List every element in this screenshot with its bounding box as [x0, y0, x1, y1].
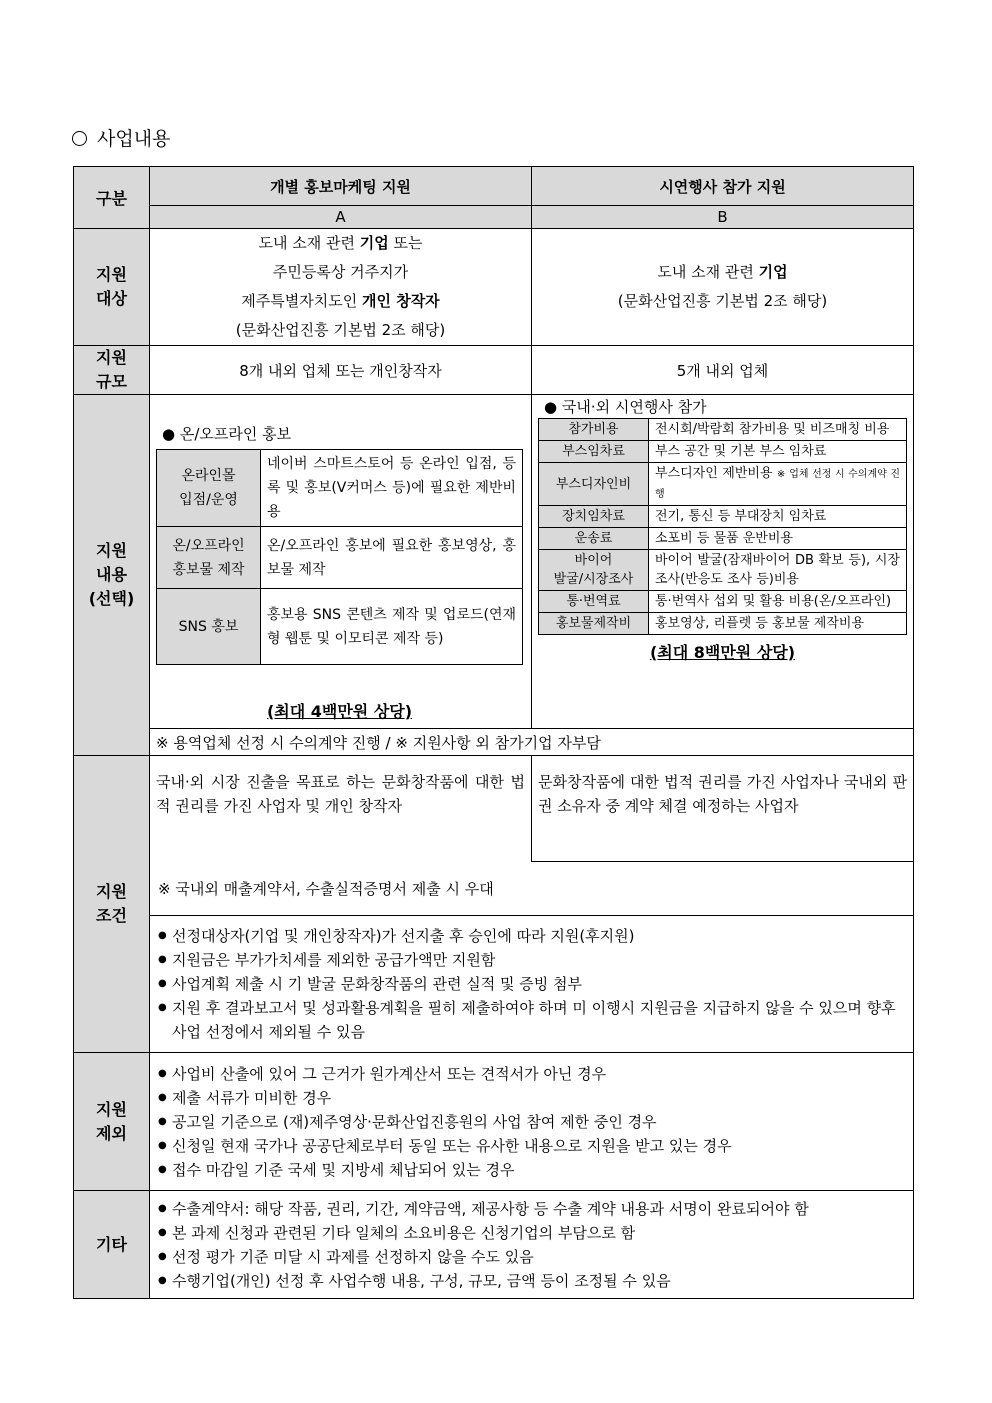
target-b-line2: (문화산업진흥 기본법 2조 해당) — [617, 292, 828, 310]
target-b-line1-bold: 기업 — [758, 263, 788, 281]
conditions-bullet-item: ● 선정대상자(기업 및 개인창작자)가 선지출 후 승인에 따라 지원(후지원) — [156, 924, 907, 948]
conditions-bullet-item: ● 지원 후 결과보고서 및 성과활용계획을 필히 제출하여야 하며 미 이행시 지원금을 지급하지 않을 수 있으며 향후 사업 선정에서 제외될 수 있음 — [156, 996, 907, 1044]
scale-label-text: 지원 규모 — [96, 348, 127, 391]
content-a — [150, 395, 532, 729]
content-b-row-key: 장치임차료 — [539, 506, 649, 528]
content-a-table — [156, 449, 523, 665]
conditions-bullet-list — [156, 924, 907, 1044]
header-col-a: 개별 홍보마케팅 지원 — [150, 167, 532, 206]
content-note: ※ 용역업체 선정 시 수의계약 진행 / ※ 지원사항 외 참가기업 자부담 — [150, 729, 914, 756]
content-b-row-key: 운송료 — [539, 528, 649, 550]
content-b-row-value-text: 부스 공간 및 기본 부스 임차료 — [655, 444, 827, 459]
content-b-row-value-text: 바이어 발굴(잠재바이어 DB 확보 등), 시장조사(반응도 조사 등)비용 — [655, 553, 900, 587]
content-b-table — [538, 418, 907, 635]
content-a-title: 온/오프라인 홍보 — [179, 425, 292, 443]
content-b-row-key: 부스디자인비 — [539, 463, 649, 506]
content-b-row-value-text: 부스디자인 제반비용 — [655, 466, 773, 481]
etc-bullet-item: ● 본 과제 신청과 관련된 기타 일체의 소요비용은 신청기업의 부담으로 함 — [156, 1221, 907, 1245]
conditions-bullet-item: ● 사업계획 제출 시 기 발굴 문화창작품의 관련 실적 및 증빙 첨부 — [156, 972, 907, 996]
content-a-row-value-text: 홍보용 SNS 콘텐츠 제작 및 업로드(연재형 웹툰 및 이모티콘 제작 등) — [267, 606, 516, 647]
content-b — [532, 395, 914, 729]
header-sub-b: B — [532, 206, 914, 229]
exclusion-bullet-item: ● 제출 서류가 미비한 경우 — [156, 1086, 907, 1110]
content-b-row-key: 부스임차료 — [539, 441, 649, 463]
content-b-row-value — [649, 419, 907, 441]
conditions-a: 국내·외 시장 진출을 목표로 하는 문화창작품에 대한 법적 권리를 가진 사업자 및 개인 창작자 — [150, 756, 532, 862]
content-b-row-value-text: 전기, 통신 등 부대장치 임차료 — [655, 509, 827, 524]
section-heading — [72, 124, 170, 151]
target-b-line1 — [532, 258, 913, 287]
header-category: 구분 — [74, 167, 150, 229]
content-b-row-value-text: 전시회/박람회 참가비용 및 비즈매칭 비용 — [655, 422, 890, 437]
target-a-line2: 주민등록상 거주지가 — [272, 263, 409, 281]
target-a-line4: (문화산업진흥 기본법 2조 해당) — [235, 321, 446, 339]
content-a-row-value — [261, 527, 523, 589]
content-a-row-value — [261, 450, 523, 527]
etc-bullets — [150, 1191, 914, 1299]
header-col-b: 시연행사 참가 지원 — [532, 167, 914, 206]
target-a-line1-bold: 기업 — [359, 234, 389, 252]
content-b-row-value — [649, 528, 907, 550]
target-a-line3-bold: 개인 창작자 — [362, 292, 440, 310]
target-a — [150, 229, 532, 346]
content-a-row-value — [261, 589, 523, 665]
content-b-row-value-text: 통·번역사 섭외 및 활용 비용(온/오프라인) — [655, 594, 892, 609]
content-b-row — [539, 528, 907, 550]
section-title: 사업내용 — [97, 128, 171, 150]
target-label-text: 지원 대상 — [96, 265, 127, 308]
content-b-row-value — [649, 441, 907, 463]
etc-bullet-list — [156, 1197, 907, 1293]
etc-bullet-item: ● 수출계약서: 해당 작품, 권리, 기간, 계약금액, 제공사항 등 수출 계약 내용과 서명이 완료되어야 함 — [156, 1197, 907, 1221]
scale-a: 8개 내외 업체 또는 개인창작자 — [150, 346, 532, 395]
conditions-bullets — [150, 916, 914, 1053]
content-b-row — [539, 506, 907, 528]
circle-bullet-icon — [72, 131, 87, 146]
content-b-cost: (최대 8백만원 상당) — [649, 643, 796, 662]
exclusion-bullets — [150, 1053, 914, 1191]
scale-b: 5개 내외 업체 — [532, 346, 914, 395]
exclusion-bullet-item: ● 사업비 산출에 있어 그 근거가 원가계산서 또는 견적서가 아닌 경우 — [156, 1062, 907, 1086]
exclusion-bullet-item: ● 신청일 현재 국가나 공공단체로부터 동일 또는 유사한 내용으로 지원을 받고 있는 경우 — [156, 1134, 907, 1158]
target-b-line1-pre: 도내 소재 관련 — [657, 263, 759, 281]
content-b-row-value — [649, 591, 907, 613]
content-b-row-key: 바이어 발굴/시장조사 — [539, 550, 649, 591]
content-b-row-value — [649, 550, 907, 591]
conditions-note: ※ 국내외 매출계약서, 수출실적증명서 제출 시 우대 — [150, 862, 914, 916]
content-b-title: 국내·외 시연행사 참가 — [561, 398, 707, 416]
content-a-row-key: 온/오프라인 홍보물 제작 — [157, 527, 261, 589]
content-b-row-value — [649, 506, 907, 528]
content-b-row — [539, 441, 907, 463]
content-b-row-value-text: 홍보영상, 리플렛 등 홍보물 제작비용 — [655, 616, 865, 631]
content-a-row-value-text: 온/오프라인 홍보에 필요한 홍보영상, 홍보물 제작 — [267, 537, 516, 578]
target-a-line3-pre: 제주특별자치도인 — [241, 292, 362, 310]
content-b-row-value-text: 소포비 등 물품 운반비용 — [655, 531, 793, 546]
content-b-row — [539, 463, 907, 506]
target-label — [74, 229, 150, 346]
content-b-row-key: 홍보물제작비 — [539, 613, 649, 635]
content-label-text: 지원 내용 (선택) — [88, 541, 135, 608]
exclusion-bullet-item: ● 접수 마감일 기준 국세 및 지방세 체납되어 있는 경우 — [156, 1158, 907, 1182]
content-a-title-row: ● 온/오프라인 홍보 — [162, 425, 292, 443]
conditions-b: 문화창작품에 대한 법적 권리를 가진 사업자나 국내외 판권 소유자 중 계약 체결 예정하는 사업자 — [532, 756, 914, 862]
target-a-line1-pre: 도내 소재 관련 — [258, 234, 360, 252]
content-b-row — [539, 591, 907, 613]
target-a-line3 — [150, 287, 531, 316]
content-b-row-key: 통·번역료 — [539, 591, 649, 613]
scale-label — [74, 346, 150, 395]
content-b-row-note: ※ 업체 선정 시 수의계약 진행 — [655, 469, 901, 500]
exclusion-label-text: 지원 제외 — [96, 1099, 127, 1143]
content-label — [74, 395, 150, 756]
header-sub-a: A — [150, 206, 532, 229]
content-b-row — [539, 613, 907, 635]
etc-bullet-item: ● 선정 평가 기준 미달 시 과제를 선정하지 않을 수도 있음 — [156, 1245, 907, 1269]
target-a-line1-post: 또는 — [388, 234, 423, 252]
content-b-row-value — [649, 463, 907, 506]
conditions-label — [74, 756, 150, 1053]
content-b-row — [539, 419, 907, 441]
exclusion-label — [74, 1053, 150, 1191]
conditions-label-text: 지원 조건 — [96, 882, 127, 925]
conditions-bullet-item: ● 지원금은 부가가치세를 제외한 공급가액만 지원함 — [156, 948, 907, 972]
content-a-row — [157, 450, 523, 527]
content-b-row-key: 참가비용 — [539, 419, 649, 441]
content-b-row-value — [649, 613, 907, 635]
content-b-row — [539, 550, 907, 591]
content-a-row-value-text: 네이버 스마트스토어 등 온라인 입점, 등록 및 홍보(V커머스 등)에 필요한 제반비용 — [267, 456, 516, 520]
business-content-table — [73, 166, 914, 1299]
content-a-row — [157, 589, 523, 665]
exclusion-bullet-item: ● 공고일 기준으로 (재)제주영상·문화산업진흥원의 사업 참여 제한 중인 경우 — [156, 1110, 907, 1134]
target-a-line1 — [150, 229, 531, 258]
exclusion-bullet-list — [156, 1062, 907, 1182]
content-a-row — [157, 527, 523, 589]
etc-bullet-item: ● 수행기업(개인) 선정 후 사업수행 내용, 구성, 규모, 금액 등이 조정될 수 있음 — [156, 1269, 907, 1293]
etc-label: 기타 — [74, 1191, 150, 1299]
content-a-cost: (최대 4백만원 상당) — [266, 702, 413, 721]
content-a-row-key: SNS 홍보 — [157, 589, 261, 665]
content-b-title-row: ● 국내·외 시연행사 참가 — [544, 398, 707, 416]
target-b — [532, 229, 914, 346]
content-a-row-key: 온라인몰 입점/운영 — [157, 450, 261, 527]
